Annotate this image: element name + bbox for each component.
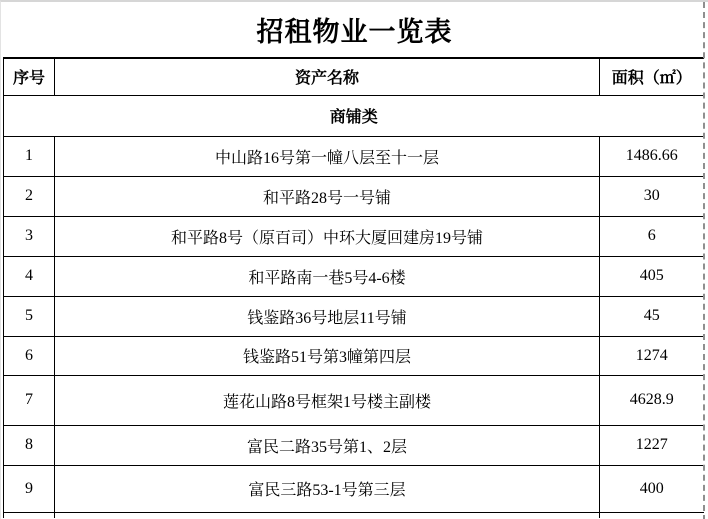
partial-next-row xyxy=(4,512,704,518)
cell-area[interactable]: 6 xyxy=(600,216,704,256)
table-row xyxy=(4,176,704,216)
cell-asset-name[interactable]: 和平路南一巷5号4-6楼 xyxy=(55,256,600,296)
page-title: 招租物业一览表 xyxy=(256,17,453,47)
table-row xyxy=(4,256,704,296)
cell-area[interactable]: 1486.66 xyxy=(600,136,704,176)
table-row xyxy=(4,216,704,256)
section-label[interactable]: 商铺类 xyxy=(4,95,704,136)
cell-asset-name[interactable]: 富民三路53-1号第三层 xyxy=(55,465,600,512)
section-row xyxy=(4,95,704,136)
cell-serial[interactable]: 5 xyxy=(4,296,55,336)
cell-area[interactable]: 1227 xyxy=(600,425,704,465)
cell-serial[interactable]: 8 xyxy=(4,425,55,465)
cell-asset-name[interactable]: 钱鉴路51号第3幢第四层 xyxy=(55,336,600,375)
cell-serial[interactable]: 9 xyxy=(4,465,55,512)
cell-area[interactable]: 405 xyxy=(600,256,704,296)
table-row xyxy=(4,336,704,375)
cell-serial[interactable]: 1 xyxy=(4,136,55,176)
cell-asset-name[interactable]: 和平路8号（原百司）中环大厦回建房19号铺 xyxy=(55,216,600,256)
column-header-asset-name[interactable]: 资产名称 xyxy=(55,58,600,95)
table-row xyxy=(4,136,704,176)
cell-serial[interactable] xyxy=(4,512,55,518)
cell-asset-name[interactable]: 富民二路35号第1、2层 xyxy=(55,425,600,465)
table-header-row xyxy=(4,58,704,95)
cell-serial[interactable]: 7 xyxy=(4,375,55,425)
cell-asset-name[interactable]: 莲花山路8号框架1号楼主副楼 xyxy=(55,375,600,425)
cell-serial[interactable]: 6 xyxy=(4,336,55,375)
cell-area[interactable]: 4628.9 xyxy=(600,375,704,425)
cell-area[interactable]: 45 xyxy=(600,296,704,336)
column-header-serial[interactable]: 序号 xyxy=(4,58,55,95)
cell-serial[interactable]: 3 xyxy=(4,216,55,256)
cell-area[interactable] xyxy=(600,512,704,518)
cell-serial[interactable]: 2 xyxy=(4,176,55,216)
cell-area[interactable]: 400 xyxy=(600,465,704,512)
cell-asset-name[interactable]: 钱鉴路36号地层11号铺 xyxy=(55,296,600,336)
cell-asset-name[interactable]: 中山路16号第一幢八层至十一层 xyxy=(55,136,600,176)
table-row xyxy=(4,465,704,512)
cell-asset-name[interactable]: 和平路28号一号铺 xyxy=(55,176,600,216)
property-table xyxy=(3,57,704,518)
cell-serial[interactable]: 4 xyxy=(4,256,55,296)
cell-asset-name[interactable] xyxy=(55,512,600,518)
table-row xyxy=(4,296,704,336)
column-header-area[interactable]: 面积（㎡） xyxy=(600,58,704,95)
page-break-dashed-line xyxy=(703,2,705,519)
table-row xyxy=(4,375,704,425)
cell-area[interactable]: 1274 xyxy=(600,336,704,375)
cell-area[interactable]: 30 xyxy=(600,176,704,216)
table-row xyxy=(4,425,704,465)
